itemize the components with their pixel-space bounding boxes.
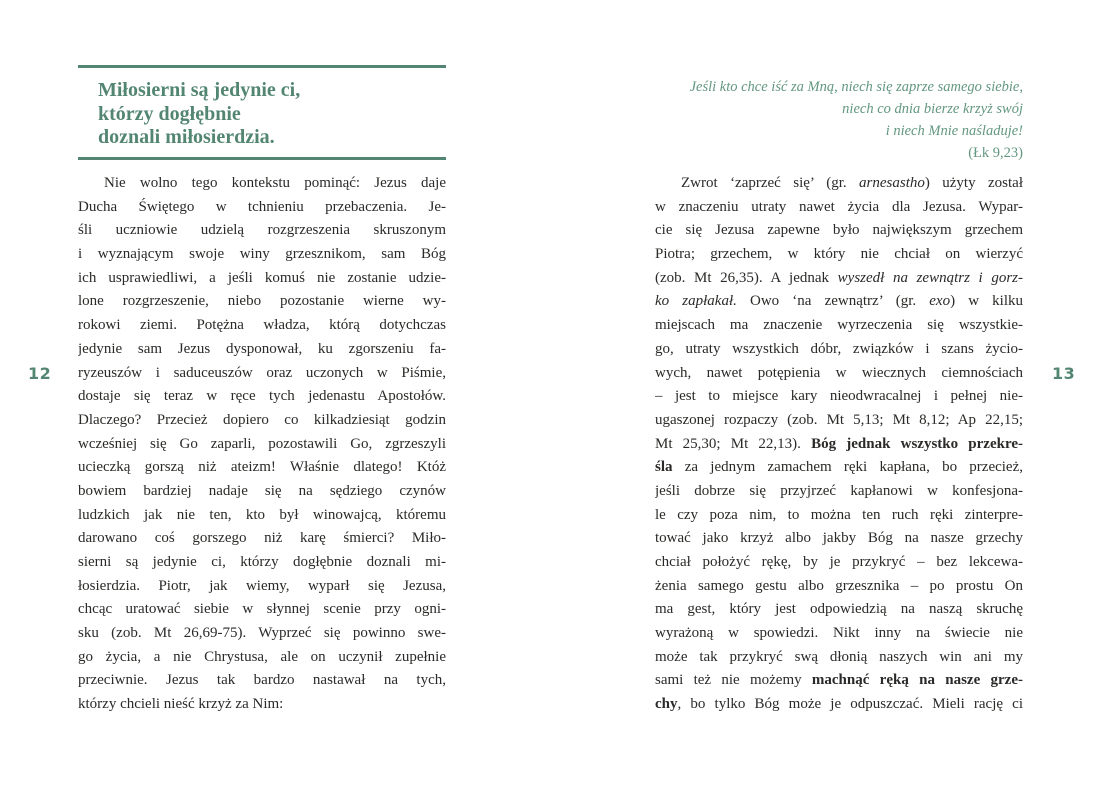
text-line: sierni są jedynie ci, którzy dogłębnie doznali mi- [78,554,446,570]
right-page-body [655,172,1023,717]
text-line: ich usprawiedliwi, a jeśli komuś nie zostanie udzie- [78,269,446,286]
text-line: ludzkich jak nie ten, kto był winowajcą, któremu [78,506,446,523]
text-line: przeciwnie. Jezus tak bardzo nastawał na tych, [78,672,446,689]
text-line: sami też nie możemy machnąć ręką na nasze grze- [655,672,1023,689]
text-line: darowano coś gorszego niż karę śmierci? Miło- [78,530,446,547]
page-number-right: 13 [1052,364,1076,383]
heading-rule-top [78,65,446,68]
text-line: bowiem bardziej nadaje się na sędziego czynów [78,482,446,499]
text-line: miejscach ma znaczenie wyrzeczenia się wszystkie- [655,317,1023,334]
text-line: wcześniej się Go zaparli, pozostawili Go, zgrzeszyli [78,435,446,452]
text-line: le czy poza nim, to można ten ruch ręki zinterpre- [655,506,1023,523]
epigraph-reference: (Łk 9,23) [968,145,1023,161]
text-line: go życia, a nie Chrystusa, ale on uczynił zupełnie [78,648,446,665]
text-line: dostaje się teraz w ręce tych jedenastu Apostołów. [78,388,446,405]
text-line: jeśli dobrze się przyjrzeć kapłanowi w konfesjona- [655,482,1023,499]
text-line: chy, bo tylko Bóg może je odpuszczać. Mieli rację ci [655,696,1023,713]
text-line: Nie wolno tego kontekstu pominąć: Jezus daje [104,175,446,191]
text-line: niech co dnia bierze krzyż swój [842,101,1023,117]
text-line: Mt 25,30; Mt 22,13). Bóg jednak wszystko przekre- [655,435,1023,452]
text-line: ugaszonej rozpaczy (zob. Mt 5,13; Mt 8,12; Ap 22,15; [655,411,1023,428]
text-line: (zob. Mt 26,35). A jednak wyszedł na zewnątrz i gorz- [655,269,1023,286]
text-line: Dlaczego? Przecież dopiero co kilkadziesiąt godzin [78,411,446,428]
epigraph [690,76,1023,164]
text-line: tować jako krzyż albo jakby Bóg na nasze grzechy [655,530,1023,547]
text-line: śla za jednym zamachem ręki kapłana, bo przecież, [655,459,1023,476]
text-line: doznali miłosierdzia. [98,126,275,148]
text-line: łosierdzia. Piotr, jak wiemy, wyparł się Jezusa, [78,577,446,594]
text-line: wyrażoną w spowiedzi. Nikt inny na świecie nie [655,625,1023,642]
text-line: śli uczniowie udzielą rozgrzeszenia skruszonym [78,222,446,239]
text-line: cie się Jezusa zapewne było największym grzechem [655,222,1023,239]
chapter-heading [98,79,446,150]
text-line: i wyznającym swoje winy grzesznikom, sam Bóg [78,246,446,263]
left-page-body [78,172,446,717]
text-line: sku (zob. Mt 26,69-75). Wyprzeć się powinno swe- [78,625,446,642]
text-line: Zwrot ‘zaprzeć się’ (gr. arnesastho) użyty został [681,175,1023,191]
text-line: Piotra; grzechem, w który nie chciał on wierzyć [655,246,1023,263]
text-line: Miłosierni są jedynie ci, [98,79,301,101]
text-line: lone rozgrzeszenie, niebo pozostanie wierne wy- [78,293,446,310]
epigraph-quote [690,76,1023,142]
text-line: ryzeuszów i saduceuszów oraz uczonych w Piśmie, [78,364,446,381]
text-line: w znaczeniu utraty nawet życia dla Jezusa. Wypar- [655,198,1023,215]
text-line: rokowi ziemi. Potężna władza, którą dotychczas [78,317,446,334]
text-line: może tak przykryć swą dłonią naszych win ani my [655,648,1023,665]
text-line: wych, nawet potępienia w wiecznych ciemnościach [655,364,1023,381]
text-line: ucieczką gorszą niż ateizm! Właśnie dlatego! Któż [78,459,446,476]
text-line: ko zapłakał. Owo ‘na zewnątrz’ (gr. exo) w kilku [655,293,1023,310]
text-line: Ducha Świętego w tchnieniu przebaczenia. Je- [78,198,446,215]
text-line: żenia samego gestu albo grzesznika – po prostu On [655,577,1023,594]
left-page [78,0,446,787]
text-line: jedynie sam Jezus dysponował, ku zgorszeniu fa- [78,340,446,357]
right-page [655,0,1023,787]
text-line: – jest to miejsce kary nieodwracalnej i pełnej nie- [655,388,1023,405]
text-line: Jeśli kto chce iść za Mną, niech się zaprze samego siebie, [689,79,1023,95]
text-line: go, utraty wszystkich dóbr, związków i szans życio- [655,340,1023,357]
heading-rule-bottom [78,157,446,160]
text-line: którzy chcieli nieść krzyż za Nim: [78,696,284,713]
text-line: którzy dogłębnie [98,102,241,125]
text-line: chcąc uratować siebie w słynnej scenie przy ogni- [78,601,446,618]
text-line: chciał położyć rękę, by je przykryć – bez lekcewa- [655,554,1023,570]
page-number-left: 12 [28,364,52,383]
text-line: i niech Mnie naśladuje! [885,123,1023,139]
text-line: ma gest, który jest odpowiedzią na naszą skruchę [655,601,1023,618]
